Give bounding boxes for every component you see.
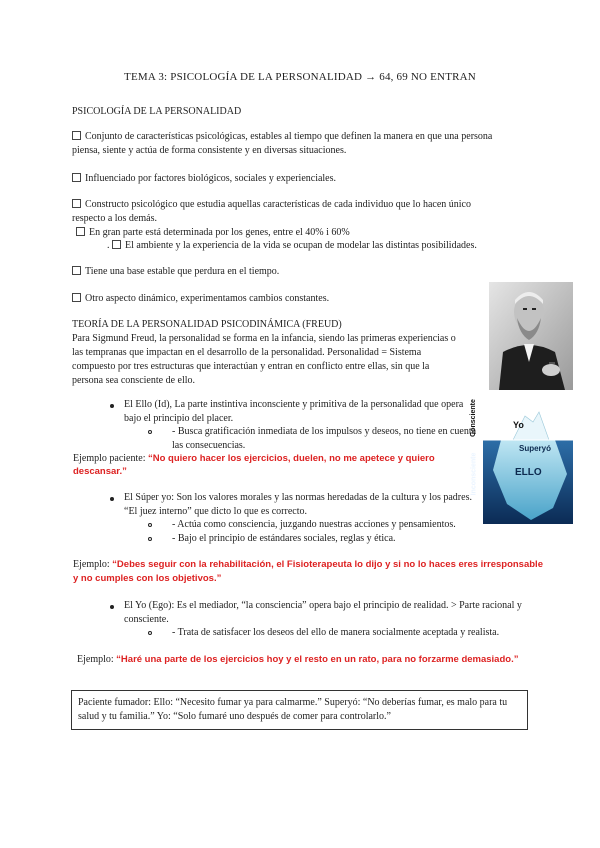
checkbox-icon [112, 240, 121, 249]
section-heading-freud: TEORÍA DE LA PERSONALIDAD PSICODINÁMICA (FREUD) [72, 319, 342, 330]
example-label: Ejemplo paciente: [73, 453, 146, 464]
list-item [72, 265, 279, 279]
checkbox-icon [72, 293, 81, 302]
list-item: . El ambiente y la experiencia de la vida se ocupan de modelar las distintas posibilidades. [107, 240, 477, 251]
sub-bullet-icon [148, 523, 152, 527]
bullet-icon [110, 404, 114, 408]
list-item [72, 172, 336, 186]
example-label: Ejemplo: [77, 654, 114, 665]
superyo-text: El Súper yo: Son los valores morales y las normas heredadas de la cultura y los padres. [124, 492, 472, 503]
paragraph-line: las tempranas que impactan en el desarrollo de la personalidad. Personalidad = Sistema [72, 347, 422, 358]
sub-bullet-icon [148, 631, 152, 635]
ello-text: El Ello (Id), La parte instintiva inconsciente y primitiva de la personalidad que opera [124, 399, 464, 410]
list-item [72, 292, 329, 306]
iceberg-label-superyo: Superyó [519, 444, 552, 453]
list-item-continued: piensa, siente y actúa de forma consistente y en diversas situaciones. [72, 145, 347, 156]
ello-sub-text: - Busca gratificación inmediata de los impulsos y deseos, no tiene en cuenta [172, 426, 477, 437]
superyo-sub-text: - Actúa como consciencia, juzgando nuestras acciones y pensamientos. [172, 519, 456, 530]
paragraph-line: persona sea consciente de ello. [72, 375, 196, 386]
iceberg-label-inconsciente: Inconsciente [470, 452, 478, 496]
checkbox-icon [72, 173, 81, 182]
yo-text: El Yo (Ego): Es el mediador, “la consciencia” opera bajo el principio de realidad. > Parte racional y [124, 600, 522, 611]
example-quote: “Debes seguir con la rehabilitación, el Fisioterapeuta lo dijo y si no lo haces eres irresponsable [112, 559, 543, 570]
bullet-icon [110, 605, 114, 609]
list-item-text: El ambiente y la experiencia de la vida se ocupan de modelar las distintas posibilidades. [125, 240, 477, 251]
checkbox-icon [76, 227, 85, 236]
list-item-text: Otro aspecto dinámico, experimentamos cambios constantes. [85, 293, 330, 304]
example-quote: “No quiero hacer los ejercicios, duelen, no me apetece y quiero [147, 453, 435, 464]
example-quote: “Haré una parte de los ejercicios hoy y el resto en un rato, para no forzarme demasiado.” [116, 654, 519, 665]
superyo-text: “El juez interno” que dicto lo que es correcto. [124, 506, 307, 517]
smoker-example-box [71, 690, 528, 730]
smoker-example-text: Paciente fumador: Ello: “Necesito fumar ya para calmarme.” Superyó: “No deberías fumar, es malo para tu salud y tu familia.” Yo: “Solo fumaré uno después de comer para controlarlo.” [78, 697, 508, 722]
list-item [76, 226, 350, 240]
list-item-text: Influenciado por factores biológicos, sociales y experienciales. [85, 173, 337, 184]
yo-example [77, 653, 518, 667]
page-title: TEMA 3: PSICOLOGÍA DE LA PERSONALIDAD → 64, 69 NO ENTRAN [124, 71, 476, 83]
paragraph-line: compuesto por tres estructuras que interactúan y entran en conflicto entre ellas, sin que la [72, 361, 430, 372]
checkbox-icon [72, 131, 81, 140]
yo-text: consciente. [124, 614, 169, 625]
list-item [72, 130, 492, 144]
ello-sub-text: las consecuencias. [172, 440, 246, 451]
example-quote-continued: y no cumples con los objetivos.” [73, 573, 222, 584]
list-item-text: En gran parte está determinada por los genes, entre el 40% i 60% [89, 227, 350, 238]
checkbox-icon [72, 266, 81, 275]
iceberg-label-yo: Yo [513, 420, 524, 430]
paragraph-line: Para Sigmund Freud, la personalidad se forma en la infancia, siendo las primeras experiencias o [72, 333, 456, 344]
iceberg-label-consciente: Consciente [469, 399, 477, 437]
list-item-continued: respecto a los demás. [72, 213, 157, 224]
bullet-icon [110, 497, 114, 501]
checkbox-icon [72, 199, 81, 208]
iceberg-label-ello: ELLO [515, 467, 542, 478]
list-item-text: Constructo psicológico que estudia aquellas características de cada individuo que lo hacen único [85, 199, 471, 210]
list-item-text: Conjunto de características psicológicas, estables al tiempo que definen la manera en que una persona [85, 131, 493, 142]
superyo-example [73, 558, 543, 572]
yo-sub-text: - Trata de satisfacer los deseos del ello de manera socialmente aceptada y realista. [172, 627, 500, 638]
example-label: Ejemplo: [73, 559, 110, 570]
ello-example [73, 452, 435, 466]
ello-text: bajo el principio del placer. [124, 413, 234, 424]
list-item-text: Tiene una base estable que perdura en el tiempo. [85, 266, 280, 277]
section-heading-personality: PSICOLOGÍA DE LA PERSONALIDAD [72, 106, 242, 117]
list-item [72, 198, 471, 212]
iceberg-image [469, 399, 573, 524]
superyo-sub-text: - Bajo el principio de estándares sociales, reglas y ética. [172, 533, 396, 544]
sub-bullet-icon [148, 537, 152, 541]
example-quote-continued: descansar.” [73, 466, 127, 477]
freud-portrait-image [489, 282, 573, 390]
sub-bullet-icon [148, 430, 152, 434]
